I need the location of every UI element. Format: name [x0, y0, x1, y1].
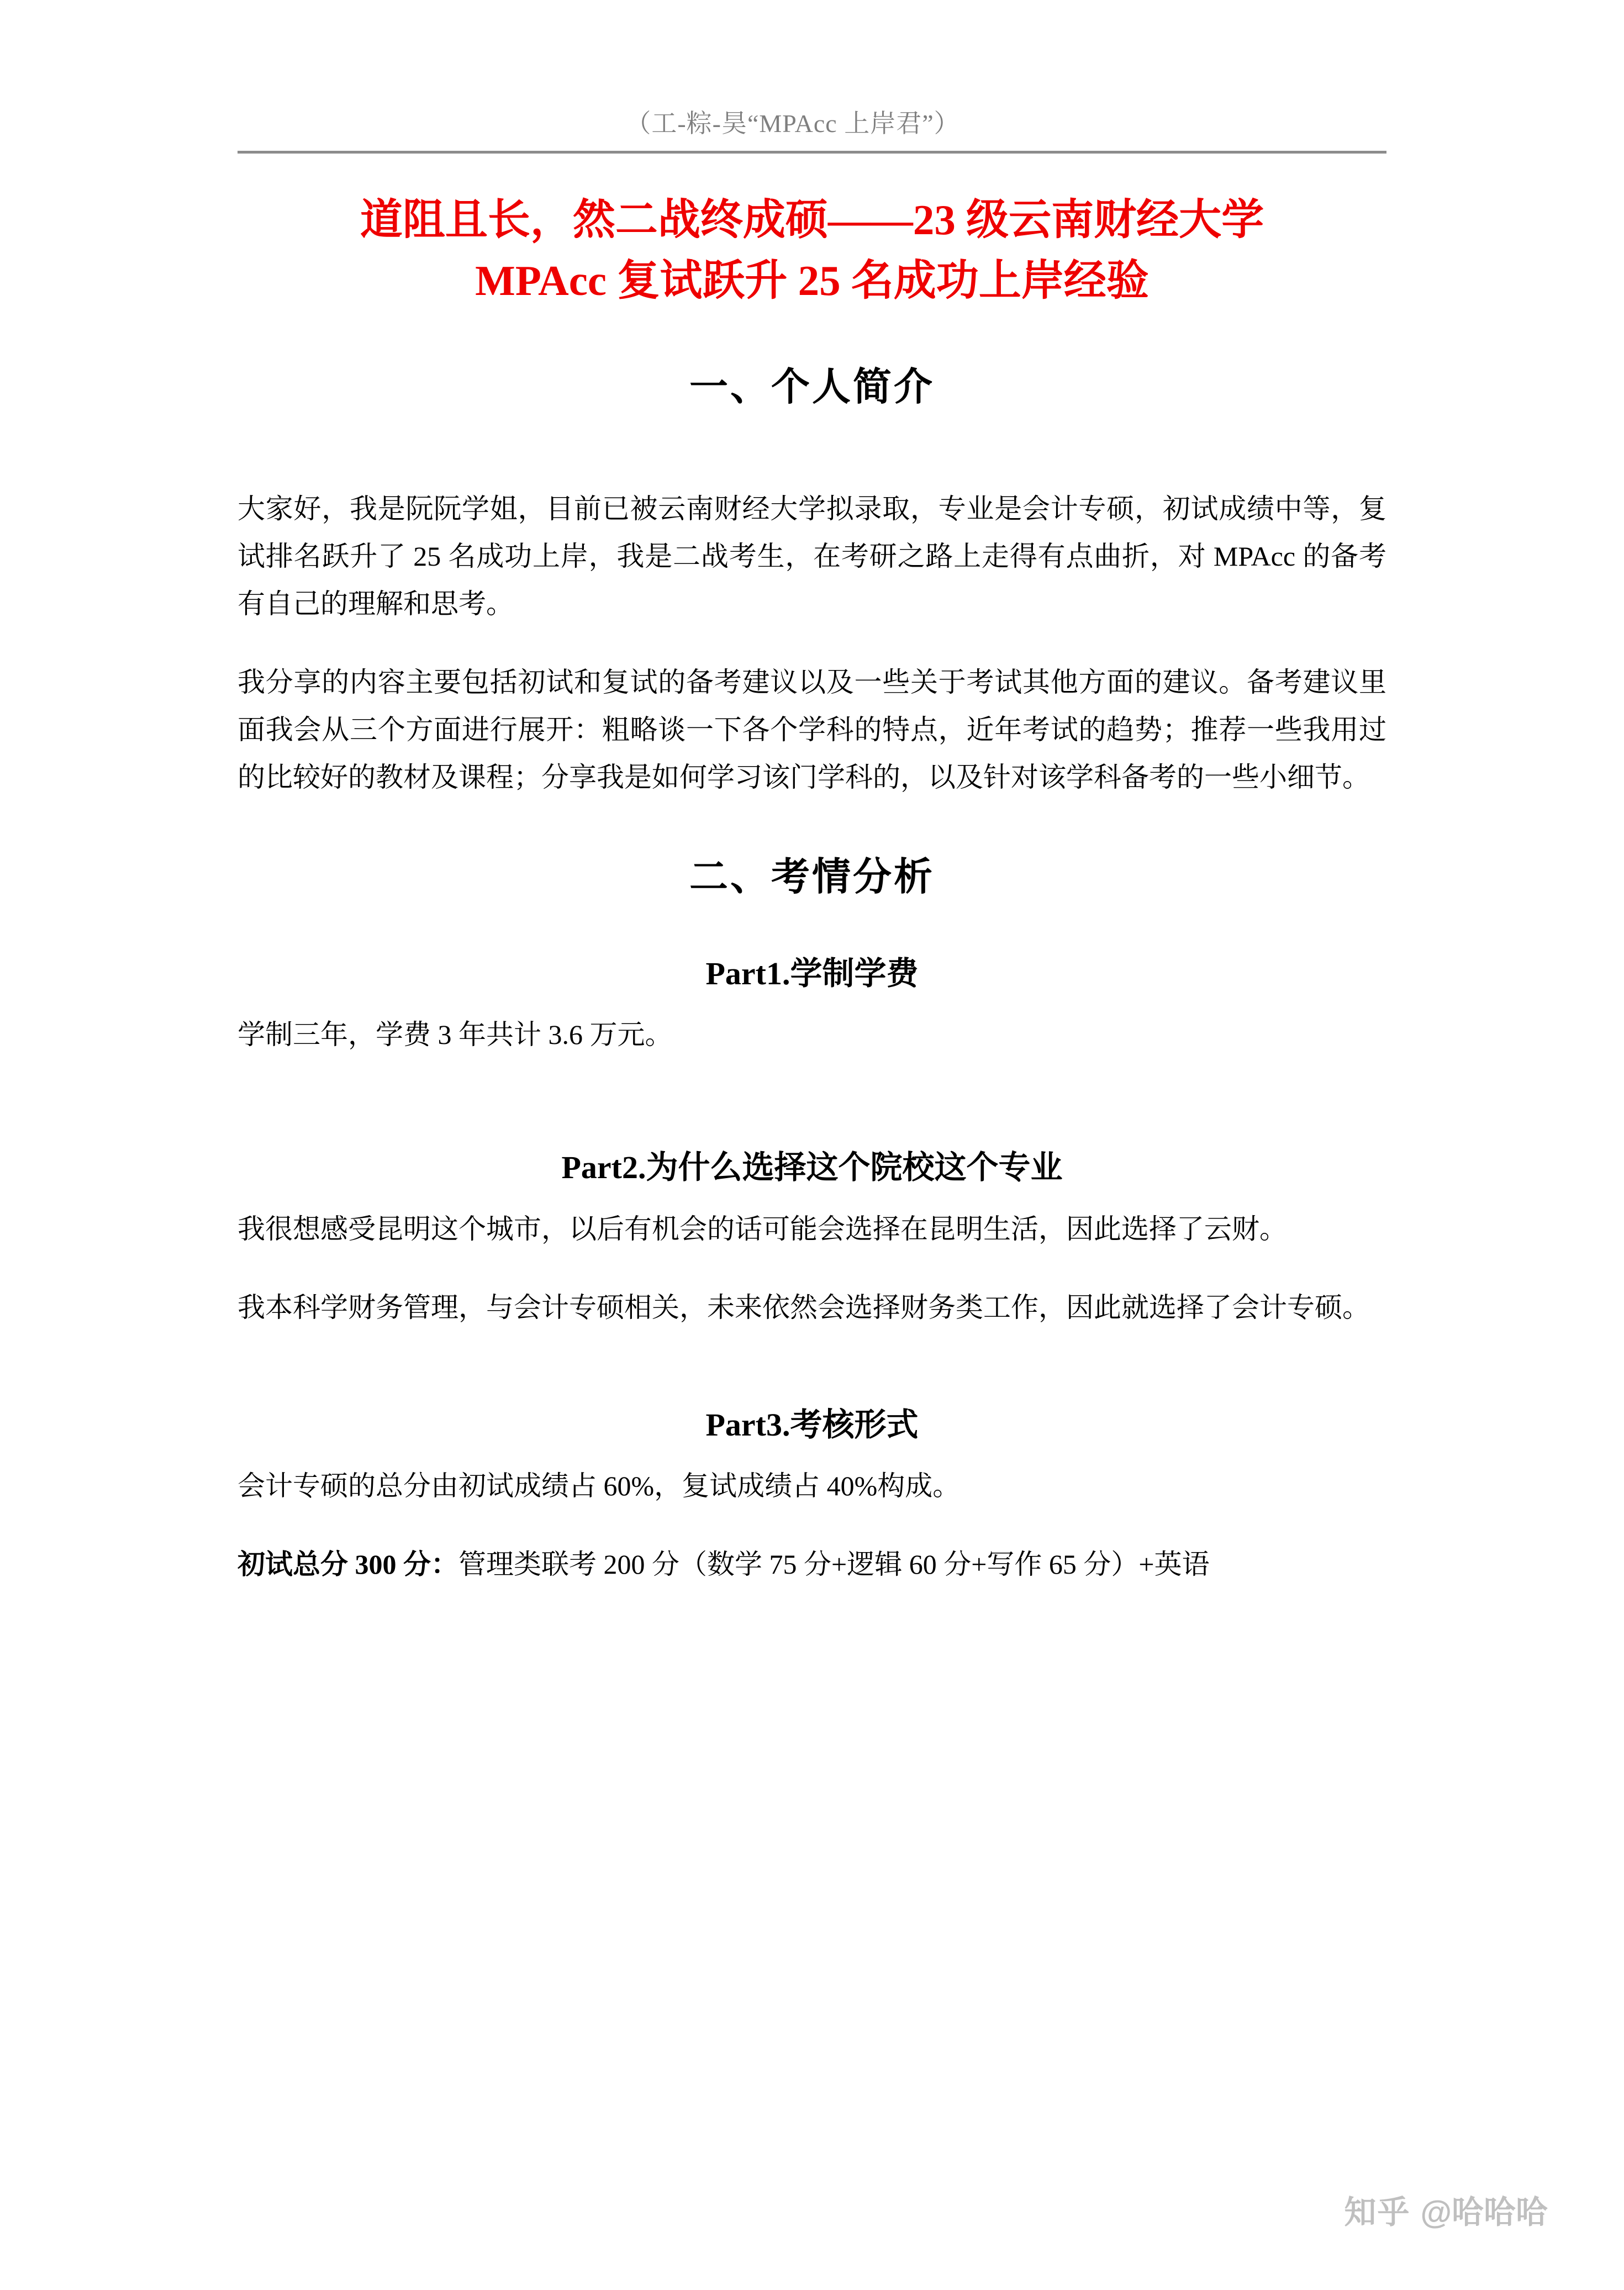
page-title — [166, 190, 1458, 311]
spacer — [238, 1510, 1386, 1540]
section-heading-personal-intro: 一、个人简介 — [689, 365, 935, 408]
spacer — [0, 902, 1624, 953]
part-heading-why-school: Part2.为什么选择这个院校这个专业 — [561, 1149, 1063, 1186]
paragraph-score-breakdown — [238, 1540, 1386, 1588]
part-body-why-school — [238, 1205, 1386, 1331]
part-heading-tuition: Part1.学制学费 — [705, 955, 919, 991]
paragraph: 我很想感受昆明这个城市，以后有机会的话可能会选择在昆明生活，因此选择了云财。 — [238, 1213, 1287, 1244]
paragraph: 我本科学财务管理，与会计专硕相关，未来依然会选择财务类工作，因此就选择了会计专硕。 — [238, 1291, 1370, 1323]
spacer — [0, 1189, 1624, 1205]
page-title-line-1: 道阻且长，然二战终成硕——23 级云南财经大学 — [360, 196, 1264, 244]
score-total-label: 初试总分 300 分： — [238, 1549, 458, 1580]
watermark-username: @哈哈哈 — [1420, 2194, 1548, 2230]
spacer — [0, 1058, 1624, 1147]
zhihu-logo: 知乎 — [1344, 2194, 1411, 2230]
section-body-personal-intro — [238, 485, 1386, 801]
spacer — [0, 994, 1624, 1011]
page-title-line-2: MPAcc 复试跃升 25 名成功上岸经验 — [475, 256, 1149, 304]
header-divider — [238, 151, 1386, 154]
watermark — [1344, 2186, 1548, 2233]
part-body-tuition — [238, 1011, 1386, 1058]
spacer — [0, 1445, 1624, 1462]
paragraph: 大家好，我是阮阮学姐，目前已被云南财经大学拟录取，专业是会计专硕，初试成绩中等，复试排名跃升了 25 名成功上岸，我是二战考生，在考研之路上走得有点曲折，对 MPAcc 的备考有自己的理解和思考。 — [238, 493, 1386, 619]
spacer — [0, 801, 1624, 852]
paragraph: 我分享的内容主要包括初试和复试的备考建议以及一些关于考试其他方面的建议。备考建议里面我会从三个方面进行展开：粗略谈一下各个学科的特点，近年考试的趋势；推荐一些我用过的比较好的教材及课程；分享我是如何学习该门学科的，以及针对该学科备考的一些小细节。 — [238, 666, 1386, 793]
paragraph: 学制三年，学费 3 年共计 3.6 万元。 — [238, 1019, 673, 1051]
paragraph: 会计专硕的总分由初试成绩占 60%，复试成绩占 40%构成。 — [238, 1470, 961, 1502]
spacer — [0, 412, 1624, 485]
section-heading-exam-analysis: 二、考情分析 — [689, 854, 935, 898]
spacer — [238, 1253, 1386, 1284]
spacer — [0, 1331, 1624, 1404]
spacer — [238, 627, 1386, 658]
running-header — [0, 0, 1624, 154]
running-header-text: （工-粽-昊“MPAcc 上岸君”） — [625, 109, 960, 138]
spacer — [0, 311, 1624, 362]
part-body-assessment-format — [238, 1462, 1386, 1588]
score-breakdown-text: 管理类联考 200 分（数学 75 分+逻辑 60 分+写作 65 分）+英语 — [458, 1549, 1210, 1580]
part-heading-assessment-format: Part3.考核形式 — [705, 1406, 919, 1443]
